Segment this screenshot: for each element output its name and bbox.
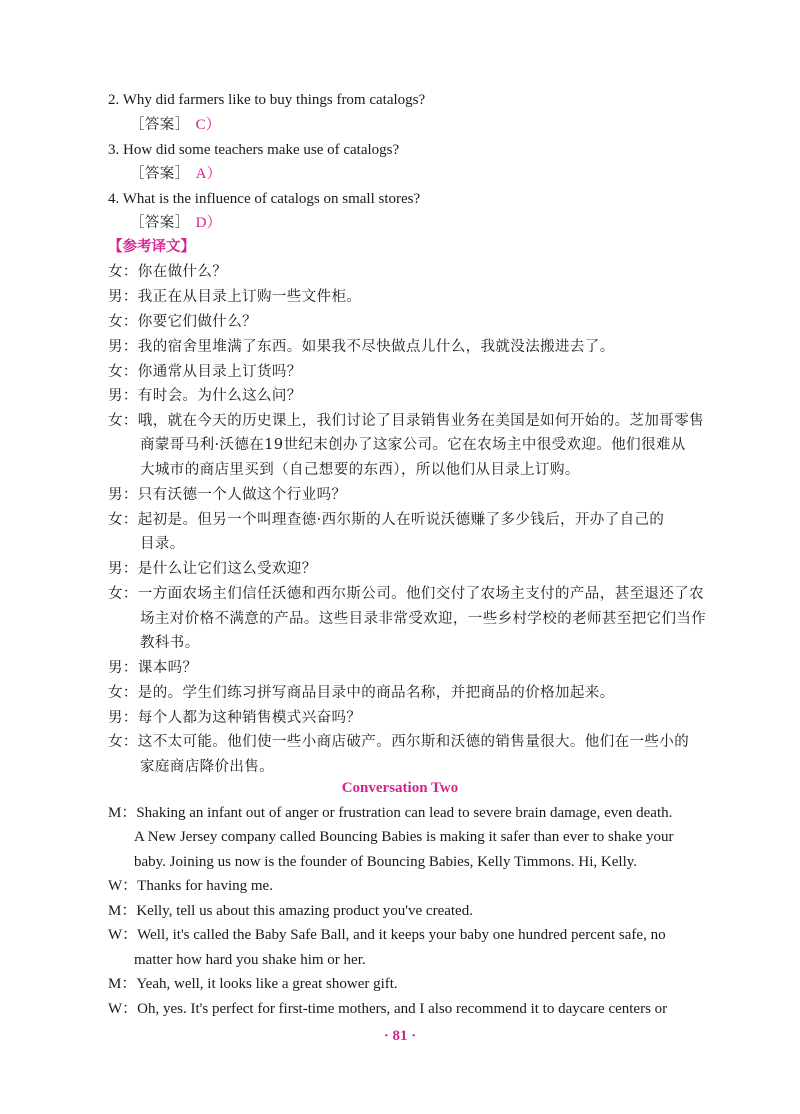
conversation-line: baby. Joining us now is the founder of Bouncing Babies, Kelly Timmons. Hi, Kelly.: [134, 854, 638, 870]
conversation-title: Conversation Two: [341, 780, 459, 796]
conversation-line: M：Shaking an infant out of anger or frustration can lead to severe brain damage, even death.: [108, 805, 673, 821]
translation-line: 女：你在做什么？: [108, 264, 228, 280]
page-number: · 81 ·: [383, 1028, 417, 1044]
conversation-line: M：Yeah, well, it looks like a great shower gift.: [108, 976, 398, 992]
translation-line: 男：有时会。为什么这么问？: [108, 388, 302, 404]
translation-line: 男：每个人都为这种销售模式兴奋吗？: [108, 710, 362, 726]
question-3: 3. How did some teachers make use of catalogs?: [108, 142, 400, 158]
conversation-line: W：Oh, yes. It's perfect for first-time mothers, and I also recommend it to daycare centers or: [108, 1001, 668, 1017]
conversation-line: matter how hard you shake him or her.: [134, 952, 366, 968]
translation-line: 教科书。: [140, 635, 200, 651]
translation-line: 场主对价格不满意的产品。这些目录非常受欢迎，一些乡村学校的老师甚至把它们当作: [140, 611, 707, 627]
answer-label: ［答案］: [130, 215, 190, 231]
conversation-line: W：Well, it's called the Baby Safe Ball, and it keeps your baby one hundred percent safe, no: [108, 927, 666, 943]
answer-value: C）: [195, 117, 221, 133]
translation-line: 目录。: [140, 536, 185, 552]
translation-line: 大城市的商店里买到（自己想要的东西），所以他们从目录上订购。: [140, 462, 580, 478]
translation-line: 女：一方面农场主们信任沃德和西尔斯公司。他们交付了农场主支付的产品，甚至退还了农: [108, 586, 704, 602]
conversation-line: A New Jersey company called Bouncing Babies is making it safer than ever to shake your: [134, 829, 674, 845]
translation-line: 男：是什么让它们这么受欢迎？: [108, 561, 317, 577]
translation-line: 男：我正在从目录上订购一些文件柜。: [108, 289, 362, 305]
translation-line: 女：哦，就在今天的历史课上，我们讨论了目录销售业务在美国是如何开始的。芝加哥零售: [108, 413, 704, 429]
question-4: 4. What is the influence of catalogs on small stores?: [108, 191, 421, 207]
answer-label: ［答案］: [130, 117, 190, 133]
translation-line: 女：是的。学生们练习拼写商品目录中的商品名称，并把商品的价格加起来。: [108, 685, 615, 701]
answer-3: [130, 162, 730, 186]
question-2: 2. Why did farmers like to buy things from catalogs?: [108, 92, 426, 108]
translation-line: 商蒙哥马利·沃德在19世纪末创办了这家公司。它在农场主中很受欢迎。他们很难从: [140, 437, 686, 453]
answer-4: [130, 211, 730, 235]
translation-line: 女：你要它们做什么？: [108, 314, 257, 330]
answer-value: A）: [195, 166, 222, 182]
translation-line: 女：这不太可能。他们使一些小商店破产。西尔斯和沃德的销售量很大。他们在一些小的: [108, 734, 690, 750]
translation-line: 家庭商店降价出售。: [140, 759, 275, 775]
translation-line: 女：起初是。但另一个叫理查德·西尔斯的人在听说沃德赚了多少钱后，开办了自己的: [108, 512, 665, 528]
conversation-line: M：Kelly, tell us about this amazing product you've created.: [108, 903, 473, 919]
translation-line: 男：我的宿舍里堆满了东西。如果我不尽快做点儿什么，我就没法搬进去了。: [108, 339, 615, 355]
conversation-line: W：Thanks for having me.: [108, 878, 273, 894]
translation-heading: 【参考译文】: [108, 239, 195, 255]
answer-2: [130, 113, 730, 137]
translation-line: 女：你通常从目录上订货吗？: [108, 364, 302, 380]
translation-line: 男：课本吗？: [108, 660, 198, 676]
answer-label: ［答案］: [130, 166, 190, 182]
answer-value: D）: [195, 215, 222, 231]
translation-line: 男：只有沃德一个人做这个行业吗？: [108, 487, 347, 503]
